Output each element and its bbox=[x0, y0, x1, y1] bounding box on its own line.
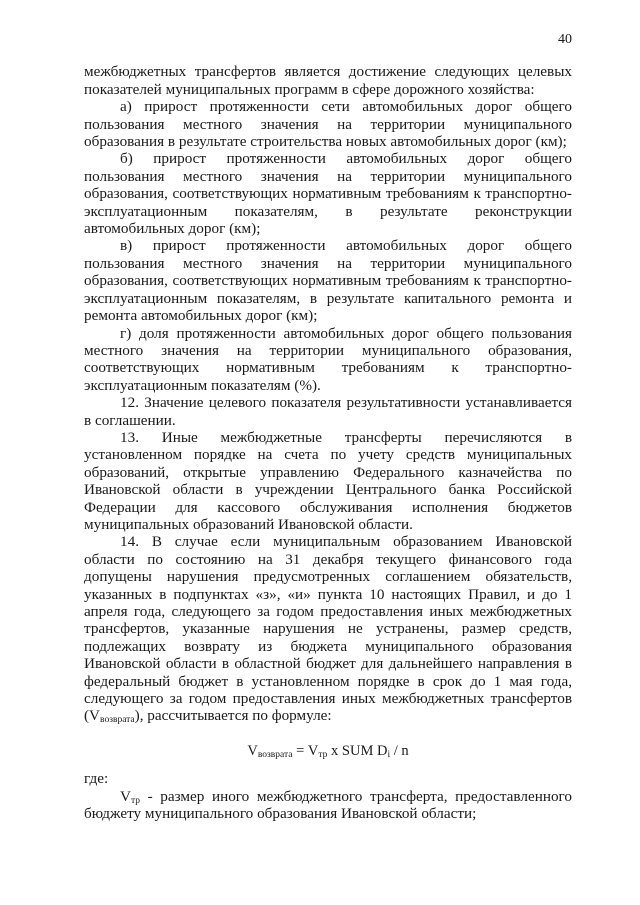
paragraph-item-b: б) прирост протяженности автомобильных дорог общего пользования местного значения на территории муниципального образования, соответствующих нормативным требованиям к транспортно-эксплуатационным показателям, в результате реконструкции автомобильных дорог (км); bbox=[84, 150, 572, 238]
formula-tail: / n bbox=[390, 742, 409, 759]
definition-v: V bbox=[120, 787, 131, 805]
paragraph-item-v: в) прирост протяженности автомобильных дорог общего пользования местного значения на территории муниципального образования, соответствующих нормативным требованиям к транспортно-эксплуатационным показателям, в результате капитального ремонта и ремонта автомобильных дорог (км); bbox=[84, 237, 572, 325]
paragraph-14-tail: ), рассчитывается по формуле: bbox=[134, 707, 332, 725]
definition-vtr bbox=[84, 788, 572, 823]
formula-mid: x SUM D bbox=[327, 742, 388, 759]
formula-d-subscript: i bbox=[387, 749, 391, 760]
formula-tr-subscript: тр bbox=[318, 749, 328, 760]
paragraph-intro: межбюджетных трансфертов является достижение следующих целевых показателей муниципальных программ в сфере дорожного хозяйства: bbox=[84, 63, 572, 98]
paragraph-14 bbox=[84, 533, 572, 724]
formula-v: V bbox=[247, 742, 258, 759]
definition-v-subscript: тр bbox=[130, 795, 140, 806]
formula-eq: = V bbox=[292, 742, 319, 759]
formula bbox=[84, 742, 572, 760]
paragraph-13: 13. Иные межбюджетные трансферты перечисляются в установленном порядке на счета по учету средств муниципальных образований, открытые управлению Федерального казначейства по Ивановской области в учреждении Центрального банка Российской Федерации для кассового обслуживания исполнения бюджетов муниципальных образований Ивановской области. bbox=[84, 428, 572, 533]
paragraph-12: 12. Значение целевого показателя результативности устанавливается в соглашении. bbox=[84, 394, 572, 429]
definition-text: - размер иного межбюджетного трансферта, предоставленного бюджету муниципального образования Ивановской области; bbox=[84, 787, 572, 823]
paragraph-item-g: г) доля протяженности автомобильных дорог общего пользования местного значения на территории муниципального образования, соответствующих нормативным требованиям к транспортно-эксплуатационным показателям (%). bbox=[84, 324, 572, 394]
page-number: 40 bbox=[558, 32, 572, 47]
formula-expression bbox=[247, 743, 408, 760]
paragraph-14-text: 14. В случае если муниципальным образованием Ивановской области по состоянию на 31 декабря текущего финансового года допущены нарушения предусмотренных соглашением обязательств, указанных в подпунктах «з», «и» пункта 10 настоящих Правил, и до 1 апреля года, следующего за годом предоставления иных межбюджетных трансфертов, указанные нарушения не устранены, размер средств, подлежащих возврату из бюджета муниципального образования Ивановской области в областной бюджет для дальнейшего направления в федеральный бюджет в установленном порядке в срок до 1 мая года, следующего за годом предоставления иных межбюджетных трансфертов (V bbox=[84, 533, 572, 725]
paragraph-14-subscript: возврата bbox=[100, 715, 135, 726]
where-label: где: bbox=[84, 770, 109, 788]
paragraph-item-a: а) прирост протяженности сети автомобильных дорог общего пользования местного значения на территории муниципального образования в результате строительства новых автомобильных дорог (км); bbox=[84, 98, 572, 151]
formula-v-subscript: возврата bbox=[257, 749, 293, 760]
